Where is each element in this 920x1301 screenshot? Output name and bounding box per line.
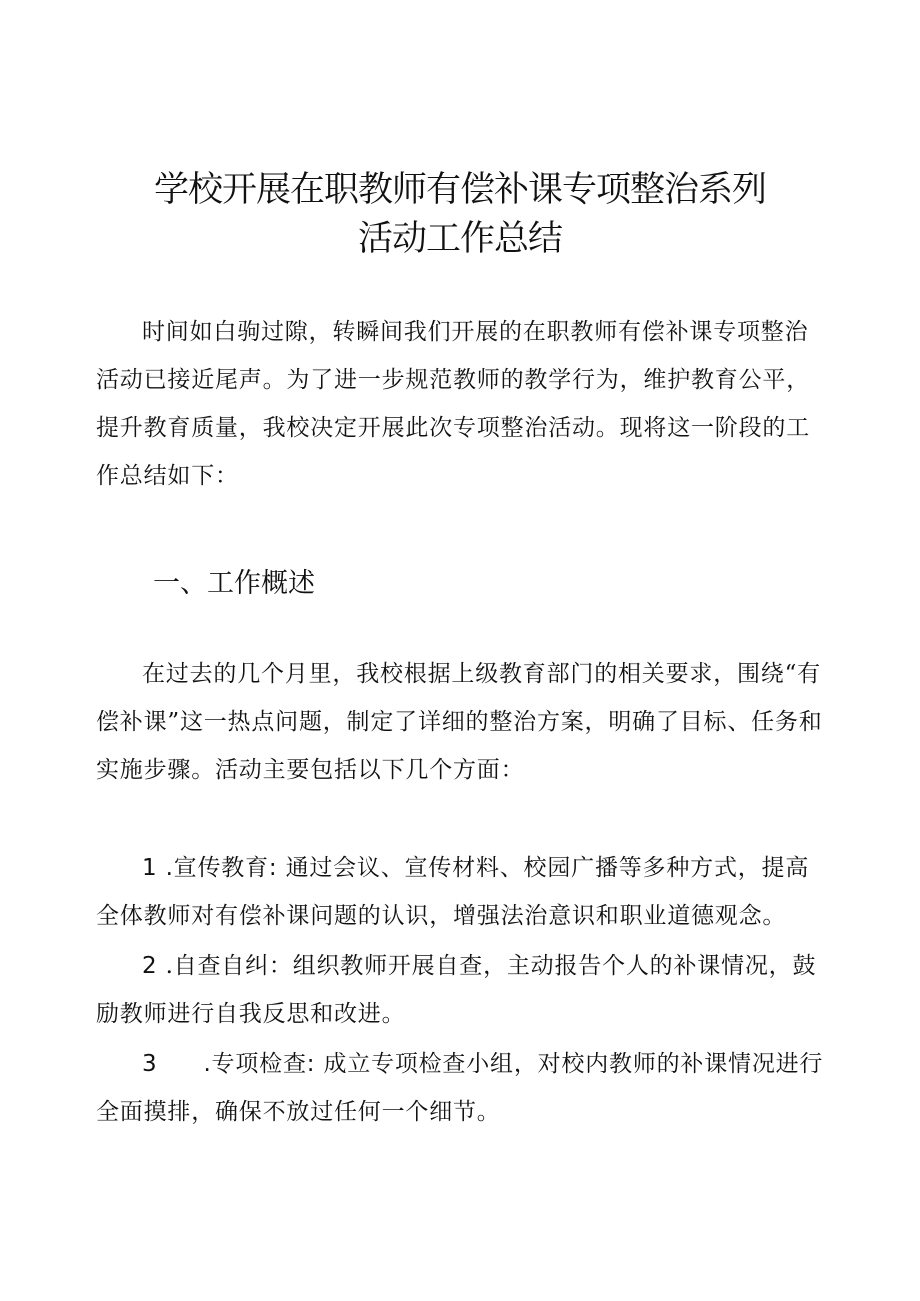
list-item-2-text: 组织教师开展自查，主动报告个人的补课情况，鼓励教师进行自我反思和改进。 bbox=[96, 953, 817, 1027]
list-item-2 bbox=[96, 942, 826, 1038]
document-title-line-1: 学校开展在职教师有偿补课专项整治系列 bbox=[153, 170, 766, 210]
list-item-2-label: .自查自纠： bbox=[165, 953, 293, 979]
list-item-1-text: 通过会议、宣传材料、校园广播等多种方式，提高全体教师对有偿补课问题的认识，增强法治意识和职业道德观念。 bbox=[96, 855, 810, 929]
list-item-1-number: 1 bbox=[142, 855, 158, 881]
document-title-line-2: 活动工作总结 bbox=[357, 219, 562, 259]
section-1-body: 在过去的几个月里，我校根据上级教育部门的相关要求，围绕“有偿补课”这一热点问题，制定了详细的整治方案，明确了目标、任务和实施步骤。活动主要包括以下几个方面： bbox=[96, 661, 823, 783]
list-item-3 bbox=[96, 1040, 826, 1136]
list-item-1 bbox=[96, 844, 826, 940]
list-item-3-number: 3 bbox=[142, 1051, 158, 1077]
list-item-3-text: 成立专项检查小组，对校内教师的补课情况进行全面摸排，确保不放过任何一个细节。 bbox=[96, 1051, 824, 1125]
intro-paragraph: 时间如白驹过隙，转瞬间我们开展的在职教师有偿补课专项整治活动已接近尾声。为了进一步规范教师的教学行为，维护教育公平，提升教育质量，我校决定开展此次专项整治活动。现将这一阶段的工作总结如下： bbox=[96, 319, 810, 489]
list-item-1-label: .宣传教育: bbox=[165, 855, 278, 881]
section-1-heading: 一、工作概述 bbox=[153, 568, 315, 599]
list-item-3-label: .专项检查: bbox=[203, 1051, 316, 1077]
list-item-2-number: 2 bbox=[142, 953, 158, 979]
